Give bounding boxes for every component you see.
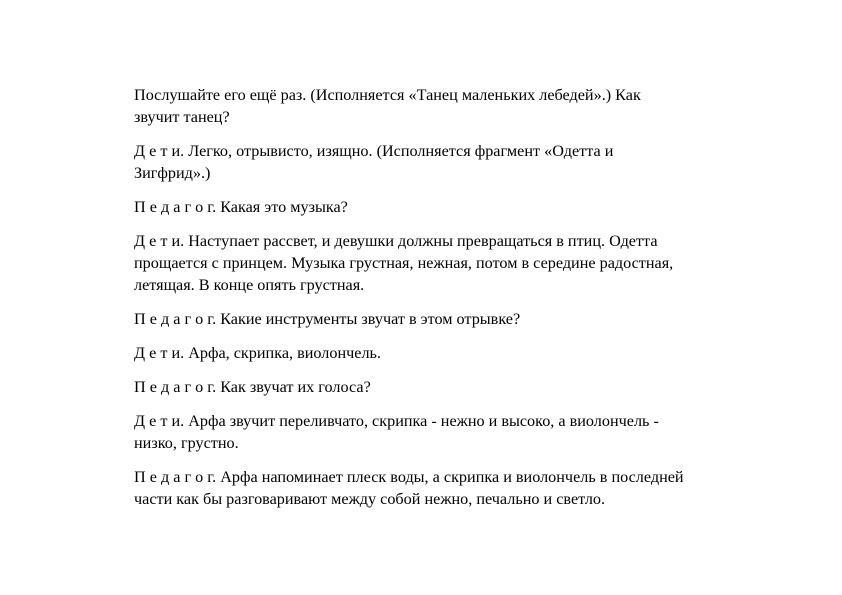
text-line: Д е т и. Арфа звучит переливчато, скрипка - нежно и высоко, а виолончель -	[134, 412, 659, 430]
paragraph-teacher-question	[134, 308, 754, 330]
text-line: П е д а г о г. Какая это музыка?	[134, 198, 348, 216]
paragraph-teacher-question	[134, 196, 754, 218]
paragraph-children-reply	[134, 342, 754, 364]
text-line: Зигфрид».)	[134, 164, 211, 182]
text-line: части как бы разговаривают между собой нежно, печально и светло.	[134, 490, 606, 508]
text-line: Д е т и. Легко, отрывисто, изящно. (Исполняется фрагмент «Одетта и	[134, 142, 614, 160]
text-line: П е д а г о г. Как звучат их голоса?	[134, 378, 371, 396]
dialogue-text	[134, 84, 754, 522]
paragraph-children-reply	[134, 410, 754, 454]
text-line: П е д а г о г. Арфа напоминает плеск воды, а скрипка и виолончель в последней	[134, 468, 684, 486]
paragraph-children-reply	[134, 230, 754, 296]
text-line: Д е т и. Арфа, скрипка, виолончель.	[134, 344, 381, 362]
paragraph-teacher-remark	[134, 466, 754, 510]
text-line: прощается с принцем. Музыка грустная, нежная, потом в середине радостная,	[134, 254, 674, 272]
text-line: летящая. В конце опять грустная.	[134, 276, 365, 294]
paragraph-teacher-question	[134, 376, 754, 398]
text-line: низко, грустно.	[134, 434, 239, 452]
text-line: звучит танец?	[134, 108, 230, 126]
paragraph-intro	[134, 84, 754, 128]
text-line: Д е т и. Наступает рассвет, и девушки должны превращаться в птиц. Одетта	[134, 232, 658, 250]
text-line: Послушайте его ещё раз. (Исполняется «Танец маленьких лебедей».) Как	[134, 86, 641, 104]
paragraph-children-reply	[134, 140, 754, 184]
text-line: П е д а г о г. Какие инструменты звучат в этом отрывке?	[134, 310, 521, 328]
